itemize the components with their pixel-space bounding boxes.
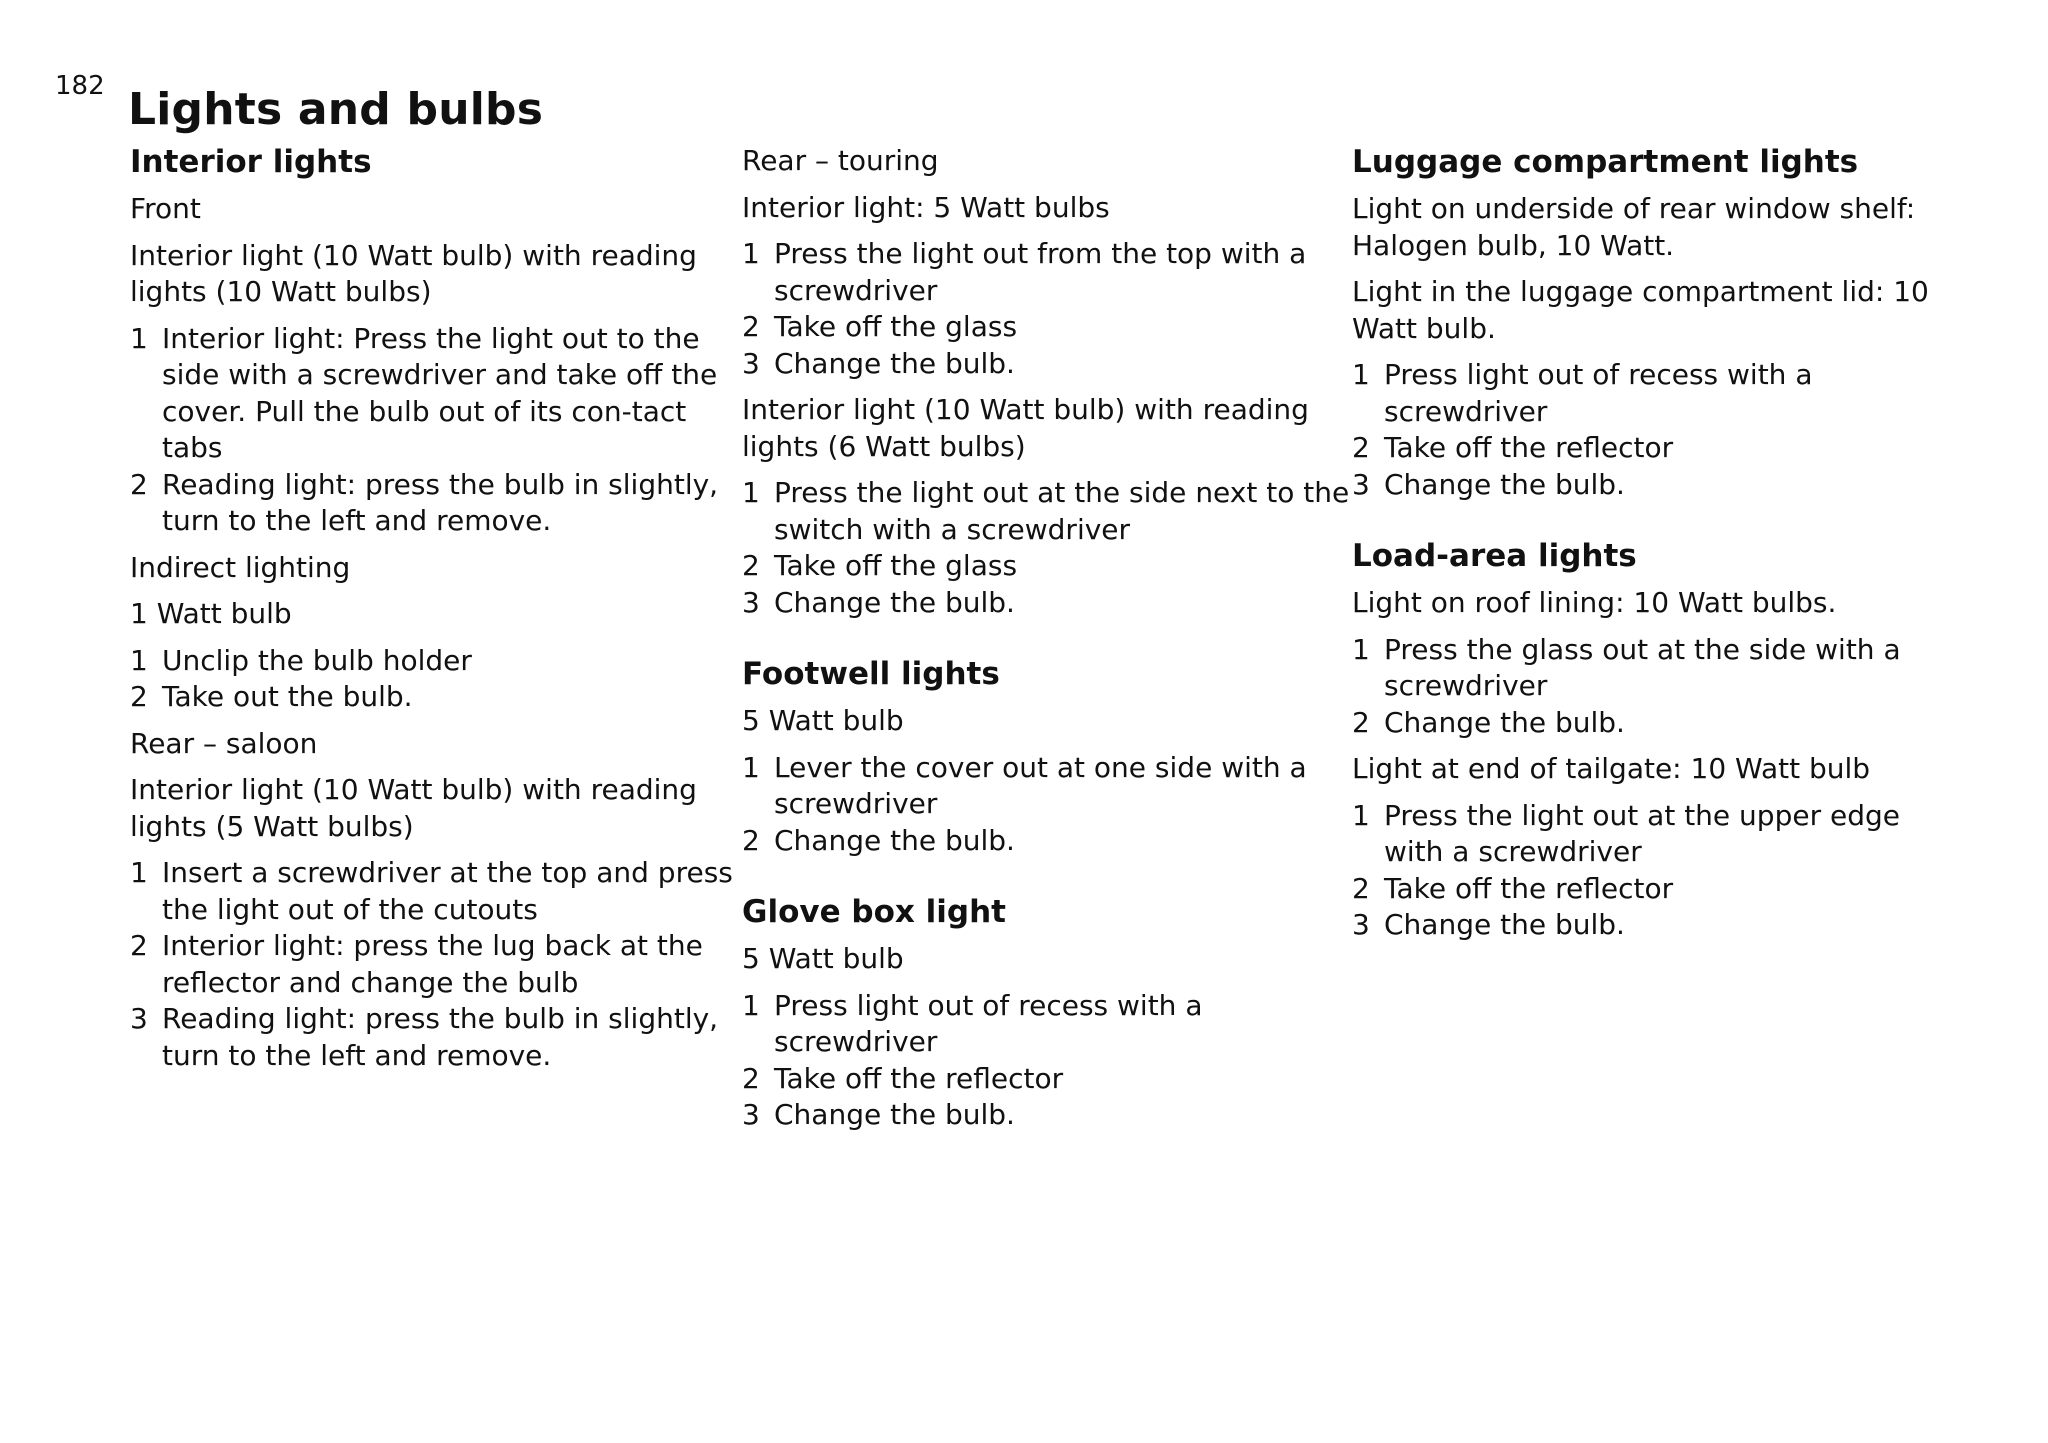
step-item xyxy=(130,321,740,467)
step-number: 3 xyxy=(1352,467,1370,501)
step-list xyxy=(130,855,740,1074)
step-text: Change the bulb. xyxy=(774,346,1015,380)
step-text: Take off the reflector xyxy=(774,1061,1064,1095)
paragraph: 1 Watt bulb xyxy=(130,597,292,630)
section-heading: Luggage compartment lights xyxy=(1352,144,1859,180)
step-item xyxy=(130,467,740,540)
step-text: Change the bulb. xyxy=(1384,705,1625,739)
step-text: Insert a screwdriver at the top and press the light out of the cutouts xyxy=(162,856,733,926)
step-number: 2 xyxy=(742,1061,760,1095)
step-number: 3 xyxy=(1352,908,1370,941)
step-item xyxy=(742,988,1352,1061)
step-number: 1 xyxy=(1352,358,1370,391)
step-item xyxy=(1352,357,1962,430)
paragraph: Interior light: 5 Watt bulbs xyxy=(742,190,1110,224)
step-number: 2 xyxy=(742,549,760,582)
step-text: Take off the reflector xyxy=(1384,431,1674,464)
step-text: Lever the cover out at one side with a screwdriver xyxy=(774,750,1307,820)
page-number: 182 xyxy=(55,71,105,101)
step-list xyxy=(742,475,1352,621)
section-heading: Glove box light xyxy=(742,894,1006,930)
step-text: Reading light: press the bulb in slightly, turn to the left and remove. xyxy=(162,1002,719,1072)
step-number: 3 xyxy=(130,1002,148,1035)
column-1 xyxy=(130,143,740,1084)
step-text: Press light out of recess with a screwdriver xyxy=(774,988,1203,1058)
step-number: 2 xyxy=(742,823,760,857)
paragraph: Interior light (10 Watt bulb) with reading lights (10 Watt bulbs) xyxy=(130,238,697,308)
step-item xyxy=(1352,705,1962,742)
step-list xyxy=(1352,798,1962,944)
step-list xyxy=(1352,632,1962,742)
step-item xyxy=(1352,871,1962,908)
step-number: 2 xyxy=(742,310,760,343)
step-text: Press the light out at the side next to the switch with a screwdriver xyxy=(774,476,1350,546)
paragraph: 5 Watt bulb xyxy=(742,942,904,975)
step-item xyxy=(130,928,740,1001)
step-number: 1 xyxy=(742,988,760,1022)
paragraph: Rear – touring xyxy=(742,144,939,177)
step-number: 1 xyxy=(130,643,148,677)
step-text: Press the light out from the top with a screwdriver xyxy=(774,237,1307,307)
paragraph: Light on underside of rear window shelf: Halogen bulb, 10 Watt. xyxy=(1352,192,1916,262)
step-number: 1 xyxy=(130,856,148,889)
step-item xyxy=(1352,632,1962,705)
step-text: Change the bulb. xyxy=(1384,908,1625,941)
step-number: 1 xyxy=(1352,798,1370,832)
step-number: 2 xyxy=(1352,431,1370,464)
step-list xyxy=(130,643,740,716)
paragraph: Indirect lighting xyxy=(130,550,351,584)
step-text: Take off the glass xyxy=(774,549,1018,582)
step-item xyxy=(1352,430,1962,467)
column-3 xyxy=(1352,143,1962,954)
step-item xyxy=(1352,798,1962,871)
step-item xyxy=(130,679,740,716)
paragraph: Light at end of tailgate: 10 Watt bulb xyxy=(1352,752,1871,785)
paragraph: Interior light (10 Watt bulb) with reading lights (6 Watt bulbs) xyxy=(742,393,1309,463)
step-text: Change the bulb. xyxy=(774,585,1015,619)
step-list xyxy=(130,321,740,540)
step-item xyxy=(742,309,1352,346)
step-text: Take out the bulb. xyxy=(162,680,413,713)
paragraph: Interior light (10 Watt bulb) with reading lights (5 Watt bulbs) xyxy=(130,773,697,843)
step-item xyxy=(742,236,1352,309)
step-item xyxy=(742,1061,1352,1098)
step-number: 2 xyxy=(1352,871,1370,905)
step-number: 1 xyxy=(130,321,148,355)
step-item xyxy=(742,823,1352,860)
step-text: Unclip the bulb holder xyxy=(162,643,472,677)
paragraph: Front xyxy=(130,192,201,225)
step-item xyxy=(742,548,1352,585)
step-text: Press light out of recess with a screwdriver xyxy=(1384,358,1813,428)
step-item xyxy=(1352,907,1962,944)
step-number: 1 xyxy=(742,476,760,509)
section-heading: Load-area lights xyxy=(1352,538,1637,574)
paragraph: Rear – saloon xyxy=(130,726,318,760)
step-number: 1 xyxy=(1352,632,1370,666)
step-text: Change the bulb. xyxy=(774,1098,1015,1131)
step-text: Change the bulb. xyxy=(1384,467,1625,501)
page-title: Lights and bulbs xyxy=(128,84,544,136)
step-text: Change the bulb. xyxy=(774,823,1015,857)
step-number: 3 xyxy=(742,346,760,380)
step-item xyxy=(742,346,1352,383)
step-number: 2 xyxy=(130,467,148,501)
step-number: 2 xyxy=(130,680,148,713)
step-text: Reading light: press the bulb in slightly, turn to the left and remove. xyxy=(162,467,719,537)
step-item xyxy=(742,585,1352,622)
step-number: 2 xyxy=(130,929,148,962)
section-heading: Footwell lights xyxy=(742,656,1000,692)
step-item xyxy=(130,643,740,680)
paragraph: 5 Watt bulb xyxy=(742,704,904,737)
section-heading: Interior lights xyxy=(130,144,372,180)
step-item xyxy=(742,1097,1352,1134)
paragraph: Light on roof lining: 10 Watt bulbs. xyxy=(1352,586,1837,619)
step-number: 1 xyxy=(742,750,760,784)
paragraph: Light in the luggage compartment lid: 10 Watt bulb. xyxy=(1352,275,1929,345)
step-list xyxy=(742,236,1352,382)
step-list xyxy=(742,988,1352,1134)
step-item xyxy=(742,475,1352,548)
step-number: 3 xyxy=(742,1098,760,1131)
step-text: Press the light out at the upper edge with a screwdriver xyxy=(1384,798,1900,868)
step-text: Take off the reflector xyxy=(1384,871,1674,905)
step-number: 2 xyxy=(1352,705,1370,739)
step-item xyxy=(1352,467,1962,504)
step-text: Interior light: Press the light out to the side with a screwdriver and take off the cover. Pull the bulb out of its con-tact tabs xyxy=(162,321,718,464)
step-list xyxy=(1352,357,1962,503)
step-item xyxy=(130,855,740,928)
step-number: 3 xyxy=(742,585,760,619)
step-text: Interior light: press the lug back at the reflector and change the bulb xyxy=(162,929,703,999)
step-number: 1 xyxy=(742,237,760,270)
step-list xyxy=(742,750,1352,860)
step-text: Take off the glass xyxy=(774,310,1018,343)
column-2 xyxy=(742,143,1352,1144)
step-item xyxy=(742,750,1352,823)
step-item xyxy=(130,1001,740,1074)
step-text: Press the glass out at the side with a screwdriver xyxy=(1384,632,1901,702)
